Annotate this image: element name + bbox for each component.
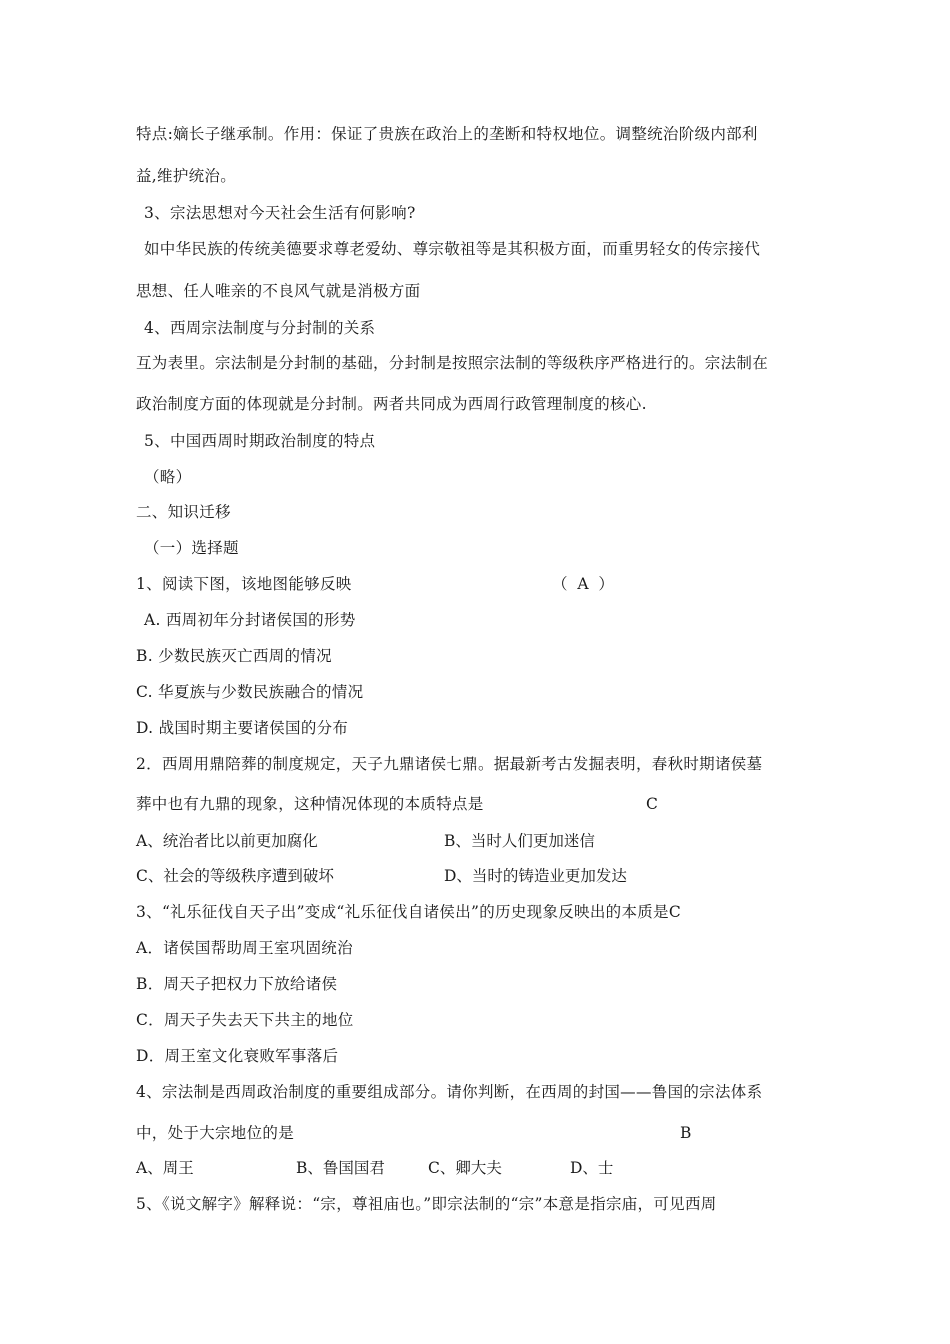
option-d: D、当时的铸造业更加发达	[444, 867, 627, 885]
answer-mark: （ A ）	[552, 575, 614, 593]
option-a: A．诸侯国帮助周王室巩固统治	[136, 939, 353, 957]
answer-mark: B	[680, 1124, 692, 1142]
option-d: D. 战国时期主要诸侯国的分布	[136, 719, 349, 737]
option-b: B、当时人们更加迷信	[444, 832, 595, 850]
question-stem: 5、《说文解字》解释说：“宗，尊祖庙也。”即宗法制的“宗”本意是指宗庙，可见西周	[136, 1195, 717, 1213]
option-c: C．周天子失去天下共主的地位	[136, 1011, 354, 1029]
question-stem: 葬中也有九鼎的现象，这种情况体现的本质特点是	[136, 795, 484, 813]
question-stem: 中，处于大宗地位的是	[136, 1124, 295, 1142]
text-line: 思想、任人唯亲的不良风气就是消极方面	[136, 282, 421, 300]
text-line: 互为表里。宗法制是分封制的基础，分封制是按照宗法制的等级秩序严格进行的。宗法制在	[136, 354, 769, 372]
question-heading: 3、宗法思想对今天社会生活有何影响?	[144, 204, 416, 222]
section-subheading: （一）选择题	[144, 539, 239, 557]
option-d: D．周王室文化衰败军事落后	[136, 1047, 339, 1065]
question-stem: 4、宗法制是西周政治制度的重要组成部分。请你判断，在西周的封国——鲁国的宗法体系	[136, 1083, 763, 1101]
option-c: C、卿大夫	[428, 1159, 502, 1177]
text-line: 益,维护统治。	[136, 167, 237, 185]
option-d: D、士	[570, 1159, 614, 1177]
text-line: 如中华民族的传统美德要求尊老爱幼、尊宗敬祖等是其积极方面，而重男轻女的传宗接代	[144, 240, 761, 258]
section-heading: 二、知识迁移	[136, 503, 231, 521]
option-a: A. 西周初年分封诸侯国的形势	[144, 611, 356, 629]
option-b: B．周天子把权力下放给诸侯	[136, 975, 338, 993]
option-b: B、鲁国国君	[296, 1159, 385, 1177]
question-stem: 2．西周用鼎陪葬的制度规定，天子九鼎诸侯七鼎。据最新考古发掘表明，春秋时期诸侯墓	[136, 755, 763, 773]
question-heading: 4、西周宗法制度与分封制的关系	[144, 319, 376, 337]
question-heading: 5、中国西周时期政治制度的特点	[144, 432, 376, 450]
text-line: 政治制度方面的体现就是分封制。两者共同成为西周行政管理制度的核心.	[136, 395, 647, 413]
text-line: 特点:嫡长子继承制。作用：保证了贵族在政治上的垄断和特权地位。调整统治阶级内部利	[136, 125, 758, 143]
option-a: A、周王	[136, 1159, 194, 1177]
option-c: C、社会的等级秩序遭到破坏	[136, 867, 334, 885]
question-stem: 3、“礼乐征伐自天子出”变成“礼乐征伐自诸侯出”的历史现象反映出的本质是C	[136, 903, 682, 921]
option-a: A、统治者比以前更加腐化	[136, 832, 318, 850]
text-line: （略）	[144, 468, 192, 486]
option-b: B. 少数民族灭亡西周的情况	[136, 647, 332, 665]
answer-mark: C	[646, 795, 658, 813]
option-c: C. 华夏族与少数民族融合的情况	[136, 683, 364, 701]
question-stem: 1、阅读下图，该地图能够反映	[136, 575, 352, 593]
